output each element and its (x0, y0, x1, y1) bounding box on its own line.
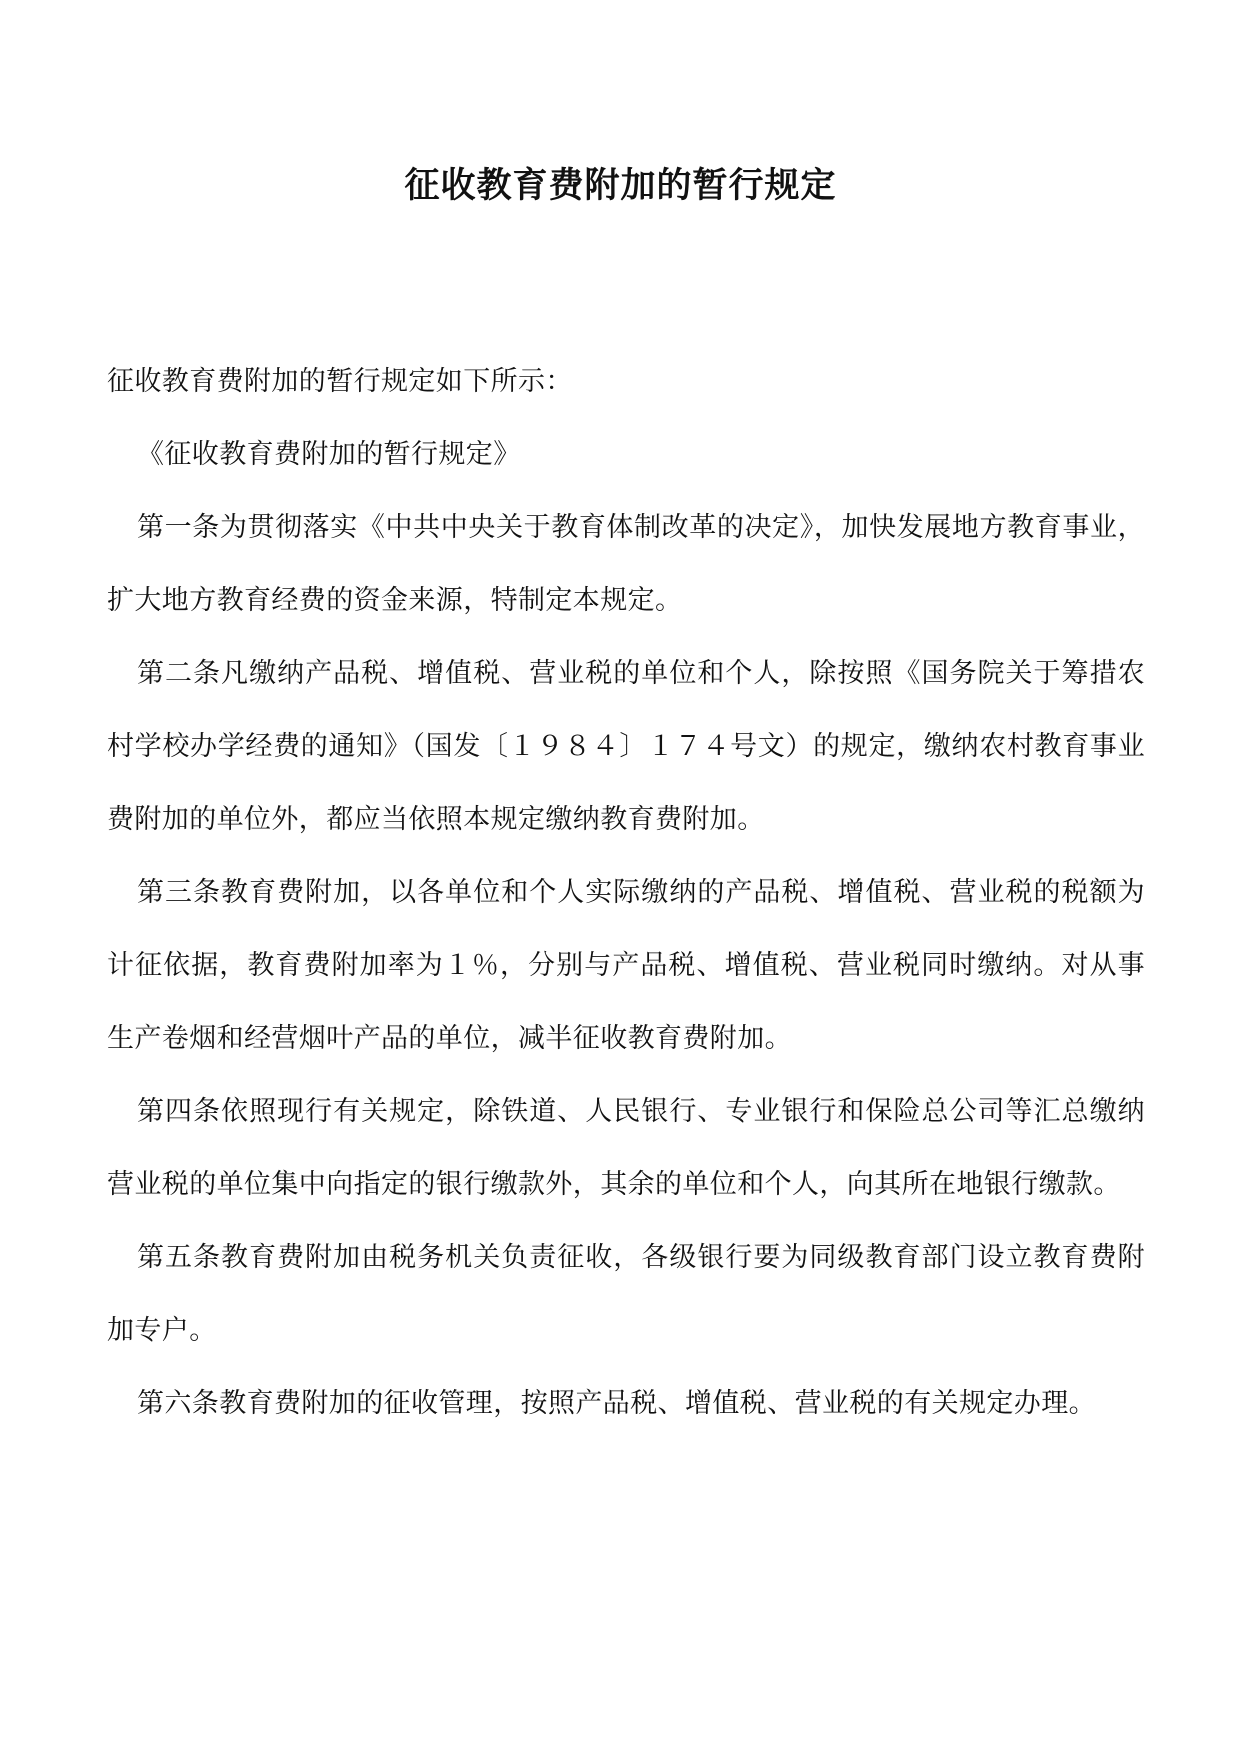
article-4-paragraph: 第四条依照现行有关规定，除铁道、人民银行、专业银行和保险总公司等汇总缴纳营业税的单位集中向指定的银行缴款外，其余的单位和个人，向其所在地银行缴款。 (107, 1096, 1145, 1200)
article-3-paragraph: 第三条教育费附加，以各单位和个人实际缴纳的产品税、增值税、营业税的税额为计征依据，教育费附加率为１％，分别与产品税、增值税、营业税同时缴纳。对从事生产卷烟和经营烟叶产品的单位，减半征收教育费附加。 (107, 877, 1145, 1054)
document-body (107, 345, 1145, 1440)
document-title: 征收教育费附加的暂行规定 (404, 165, 837, 206)
article-6-paragraph: 第六条教育费附加的征收管理，按照产品税、增值税、营业税的有关规定办理。 (137, 1388, 1096, 1419)
intro-paragraph: 征收教育费附加的暂行规定如下所示： (107, 366, 573, 397)
regulation-name-paragraph: 《征收教育费附加的暂行规定》 (137, 439, 521, 470)
article-1-paragraph: 第一条为贯彻落实《中共中央关于教育体制改革的决定》，加快发展地方教育事业，扩大地方教育经费的资金来源，特制定本规定。 (107, 512, 1145, 616)
article-5-paragraph: 第五条教育费附加由税务机关负责征收，各级银行要为同级教育部门设立教育费附加专户。 (107, 1242, 1145, 1346)
article-2-paragraph: 第二条凡缴纳产品税、增值税、营业税的单位和个人，除按照《国务院关于筹措农村学校办学经费的通知》（国发〔１９８４〕１７４号文）的规定，缴纳农村教育事业费附加的单位外，都应当依照本规定缴纳教育费附加。 (107, 658, 1145, 835)
